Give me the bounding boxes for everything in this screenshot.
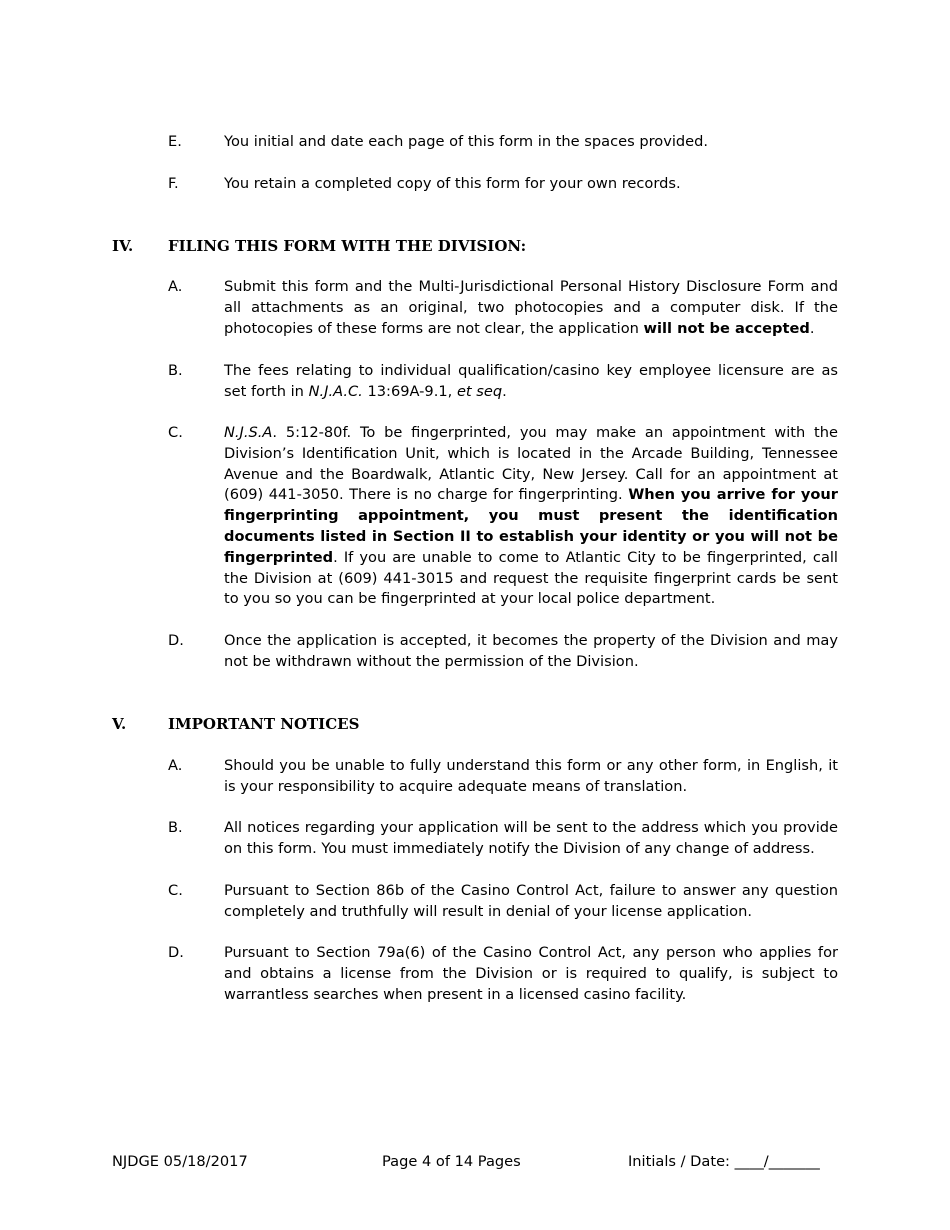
footer-initials-date: Initials / Date: ____/_______ [628,1153,820,1170]
list-item-iv-c [168,423,838,610]
list-item-v-a [168,756,838,798]
item-text: You initial and date each page of this form in the spaces provided. [224,133,709,150]
list-item-iv-a [168,277,838,339]
emphasis-text: When you arrive for your fingerprinting appointment, you must present the identification documents listed in Section II to establish your identity or you will not be fingerprinted [224,486,838,566]
emphasis-text: will not be accepted [643,319,810,337]
section-title: IMPORTANT NOTICES [168,715,360,733]
item-text: Submit this form and the Multi-Jurisdictional Personal History Disclosure Form and all attachments as an original, two photocopies and a computer disk. If the photocopies of these forms are not clear, the application will not be accepted. [224,278,838,337]
section-number: IV. [112,237,134,255]
footer-form-id: NJDGE 05/18/2017 [112,1153,248,1170]
item-letter: C. [168,424,183,441]
list-item-iv-d [168,631,838,673]
item-letter: C. [168,882,183,899]
item-letter: F. [168,175,179,192]
footer-page-number: Page 4 of 14 Pages [382,1153,521,1170]
item-letter: A. [168,757,183,774]
list-item-v-d [168,943,838,1005]
list-item-v-b [168,818,838,860]
section-title: FILING THIS FORM WITH THE DIVISION: [168,237,527,255]
item-letter: D. [168,944,184,961]
list-item-iii-f [168,174,838,195]
citation: N.J.A.C. [308,382,363,400]
list-item-iv-b [168,361,838,403]
item-letter: B. [168,362,183,379]
list-item-iii-e [168,132,838,153]
item-text: You retain a completed copy of this form for your own records. [224,175,681,192]
item-letter: D. [168,632,184,649]
citation: et seq [456,382,503,400]
list-item-v-c [168,881,838,923]
item-text: Pursuant to Section 86b of the Casino Control Act, failure to answer any question completely and truthfully will result in denial of your license application. [224,882,838,920]
item-text: N.J.S.A. 5:12-80f. To be fingerprinted, you may make an appointment with the Division’s Identification Unit, which is located in the Arcade Building, Tennessee Avenue and the Boardwalk, Atlantic City, New Jersey. Call for an appointment at (609) 441-3050. There is no charge for fingerprinting. When you arrive for your fingerprinting appointment, you must present the identification documents listed in Section II to establish your identity or you will not be fingerprinted. If you are unable to come to Atlantic City to be fingerprinted, call the Division at (609) 441-3015 and request the requisite fingerprint cards be sent to you so you can be fingerprinted at your local police department. [224,424,838,608]
item-letter: B. [168,819,183,836]
item-text: All notices regarding your application will be sent to the address which you provide on this form. You must immediately notify the Division of any change of address. [224,819,838,857]
citation: N.J.S.A [224,424,273,441]
item-text: Should you be unable to fully understand this form or any other form, in English, it is your responsibility to acquire adequate means of translation. [224,757,838,795]
item-text: Once the application is accepted, it becomes the property of the Division and may not be withdrawn without the permission of the Division. [224,632,838,670]
item-text: The fees relating to individual qualification/casino key employee licensure are as set forth in N.J.A.C. 13:69A-9.1, et seq. [224,362,838,400]
item-text: Pursuant to Section 79a(6) of the Casino Control Act, any person who applies for and obtains a license from the Division or is required to qualify, is subject to warrantless searches when present in a licensed casino facility. [224,944,838,1003]
section-number: V. [112,715,127,733]
item-letter: E. [168,133,182,150]
item-letter: A. [168,278,183,295]
